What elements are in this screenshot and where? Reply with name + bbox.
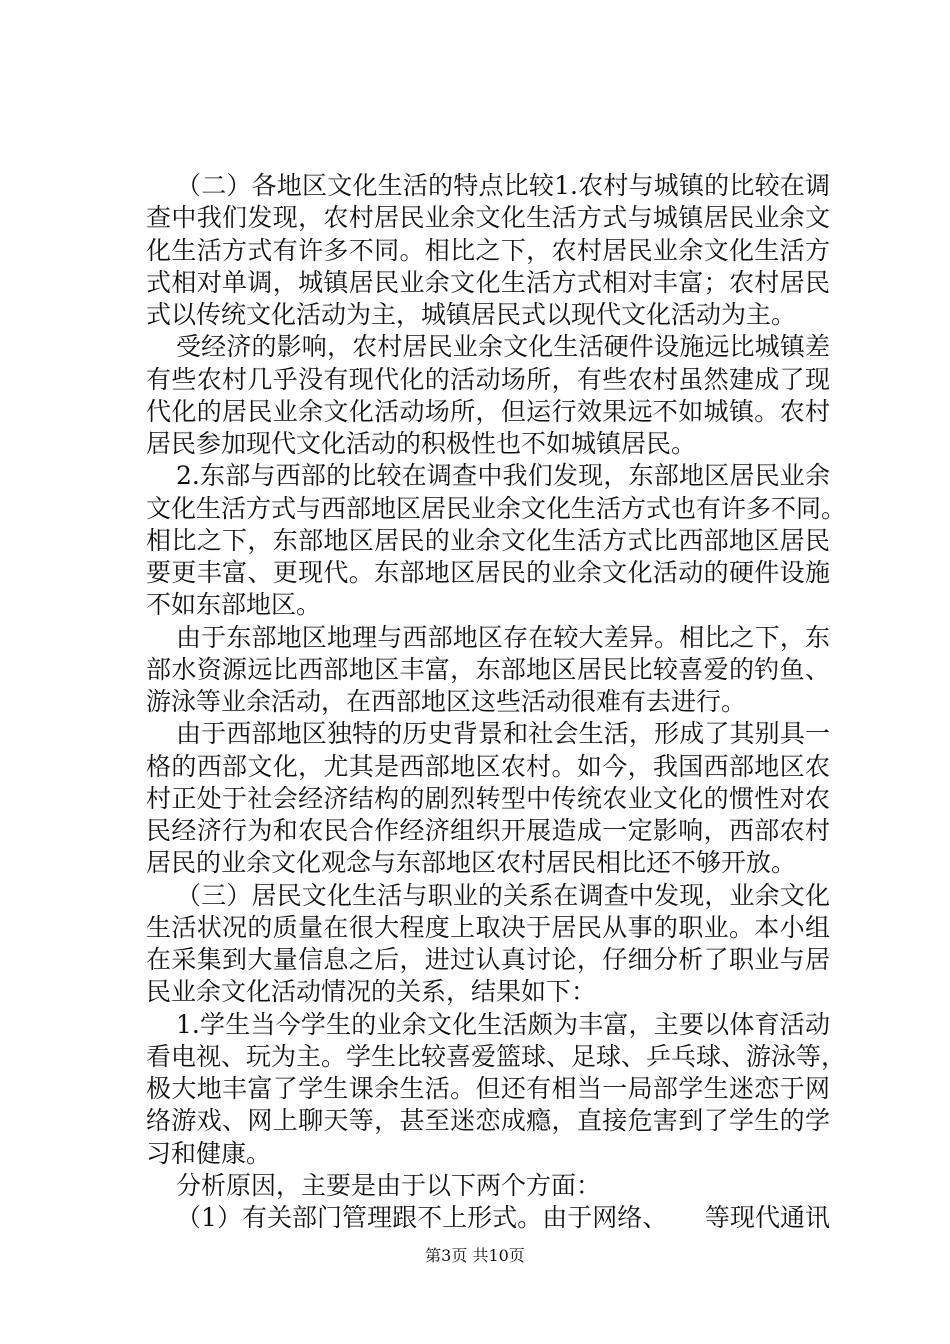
text-line: 相比之下，东部地区居民的业余文化生活方式比西部地区居民 xyxy=(146,525,830,555)
text-line: 在采集到大量信息之后，进过认真讨论，仔细分析了职业与居 xyxy=(146,945,830,974)
text-line: 由于东部地区地理与西部地区存在较大差异。相比之下，东 xyxy=(176,622,830,652)
text-line: 极大地丰富了学生课余生活。但还有相当一局部学生迷恋于网 xyxy=(146,1074,830,1103)
text-line: 由于西部地区独特的历史背景和社会生活，形成了其别具一 xyxy=(176,719,830,749)
text-line: 2.东部与西部的比较在调查中我们发现，东部地区居民业余 xyxy=(176,461,830,491)
text-line: （1）有关部门管理跟不上形式。由于网络、 等现代通讯 xyxy=(176,1203,830,1232)
paragraph xyxy=(146,1170,830,1202)
paragraph xyxy=(146,880,830,1009)
text-line: 看电视、玩为主。学生比较喜爱篮球、足球、乒乓球、游泳等， xyxy=(146,1041,847,1071)
text-line: 民经济行为和农民合作经济组织开展造成一定影响，西部农村 xyxy=(146,816,830,845)
text-line: 习和健康。 xyxy=(146,1138,272,1168)
paragraph xyxy=(146,170,830,331)
text-line: 文化生活方式与西部地区居民业余文化生活方式也有许多不同。 xyxy=(146,493,847,523)
paragraph xyxy=(146,718,830,879)
text-line: 1.学生当今学生的业余文化生活颇为丰富，主要以体育活动 xyxy=(176,1009,830,1039)
text-line: 式以传统文化活动为主，城镇居民式以现代文化活动为主。 xyxy=(146,300,797,329)
text-line: 格的西部文化，尤其是西部地区农村。如今，我国西部地区农 xyxy=(146,751,830,781)
text-line: 居民参加现代文化活动的积极性也不如城镇居民。 xyxy=(146,429,697,458)
text-line: 生活状况的质量在很大程度上取决于居民从事的职业。本小组 xyxy=(146,912,830,942)
text-line: 受经济的影响，农村居民业余文化生活硬件设施远比城镇差 xyxy=(176,332,830,362)
paragraph xyxy=(146,331,830,460)
paragraph xyxy=(146,460,847,621)
paragraph xyxy=(146,1009,847,1170)
text-line: 居民的业余文化观念与东部地区农村居民相比还不够开放。 xyxy=(146,848,797,878)
paragraph xyxy=(146,622,830,719)
text-line: 络游戏、网上聊天等，甚至迷恋成瘾，直接危害到了学生的学 xyxy=(146,1106,830,1136)
text-line: 部水资源远比西部地区丰富，东部地区居民比较喜爱的钓鱼、 xyxy=(146,654,830,684)
text-line: 分析原因，主要是由于以下两个方面： xyxy=(176,1170,602,1200)
text-line: 民业余文化活动情况的关系，结果如下： xyxy=(146,977,597,1007)
text-line: 化生活方式有许多不同。相比之下，农村居民业余文化生活方 xyxy=(146,235,830,265)
text-line: （三）居民文化生活与职业的关系在调查中发现，业余文化 xyxy=(176,880,830,910)
text-line: 式相对单调，城镇居民业余文化生活方式相对丰富；农村居民 xyxy=(146,267,830,297)
text-line: 要更丰富、更现代。东部地区居民的业余文化活动的硬件设施 xyxy=(146,558,830,587)
text-line: 游泳等业余活动，在西部地区这些活动很难有去进行。 xyxy=(146,687,747,716)
text-line: 代化的居民业余文化活动场所，但运行效果远不如城镇。农村 xyxy=(146,396,830,426)
text-line: （二）各地区文化生活的特点比较1.农村与城镇的比较在调 xyxy=(176,171,830,200)
text-line: 查中我们发现，农村居民业余文化生活方式与城镇居民业余文 xyxy=(146,203,830,233)
paragraph xyxy=(146,1202,830,1234)
text-line: 有些农村几乎没有现代化的活动场所，有些农村虽然建成了现 xyxy=(146,364,830,394)
text-line: 村正处于社会经济结构的剧烈转型中传统农业文化的惯性对农 xyxy=(146,783,830,813)
text-line: 不如东部地区。 xyxy=(146,590,322,620)
document-body xyxy=(146,170,847,1234)
page-footer: 第3页 共10页 xyxy=(425,1246,525,1265)
